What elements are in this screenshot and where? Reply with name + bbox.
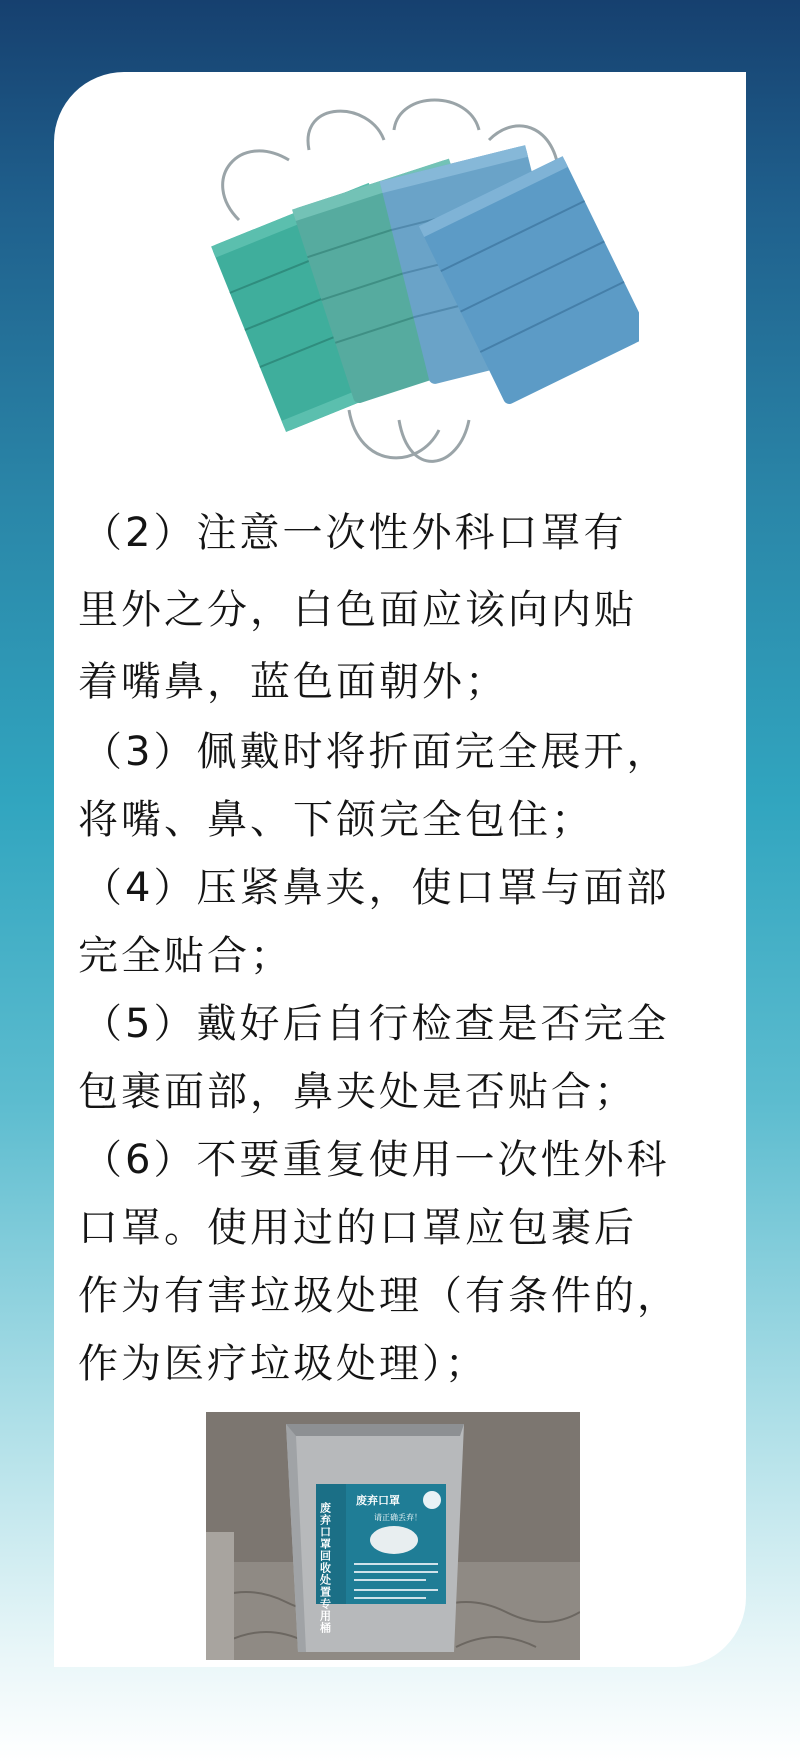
- surgical-masks-image: [199, 90, 639, 480]
- instruction-step-2: [78, 492, 738, 718]
- instruction-step-3: [78, 718, 738, 854]
- text-line: 里外之分，白色面应该向内贴: [78, 587, 637, 633]
- text-line: 作为有害垃圾处理（有条件的，: [78, 1273, 680, 1319]
- text-line: （5）戴好后自行检查是否完全: [82, 1001, 670, 1047]
- instruction-step-6: [78, 1126, 738, 1398]
- text-line: 作为医疗垃圾处理）；: [78, 1341, 488, 1387]
- instruction-step-5: [78, 990, 738, 1126]
- text-line: （6）不要重复使用一次性外科: [82, 1137, 670, 1183]
- bin-sign-title: 废弃口罩: [356, 1494, 400, 1507]
- bin-sign-vertical-text: 废弃口罩回收处置专用桶: [318, 1502, 332, 1634]
- text-line: 包裹面部，鼻夹处是否贴合；: [78, 1069, 637, 1115]
- text-line: 将嘴、鼻、下颌完全包住；: [78, 797, 594, 843]
- instructions-text: [78, 492, 738, 1398]
- text-line: （3）佩戴时将折面完全展开，: [82, 729, 670, 775]
- text-line: 着嘴鼻，蓝色面朝外；: [78, 659, 508, 705]
- content-card: [54, 72, 746, 1667]
- text-line: 口罩。使用过的口罩应包裹后: [78, 1205, 637, 1251]
- mask-waste-bin-photo: [206, 1412, 580, 1660]
- text-line: （4）压紧鼻夹，使口罩与面部: [82, 865, 670, 911]
- text-line: 完全贴合；: [78, 933, 293, 979]
- bin-sign-subtitle: 请正确丢弃！: [374, 1513, 422, 1522]
- text-line: （2）注意一次性外科口罩有: [82, 510, 627, 556]
- instruction-step-4: [78, 854, 738, 990]
